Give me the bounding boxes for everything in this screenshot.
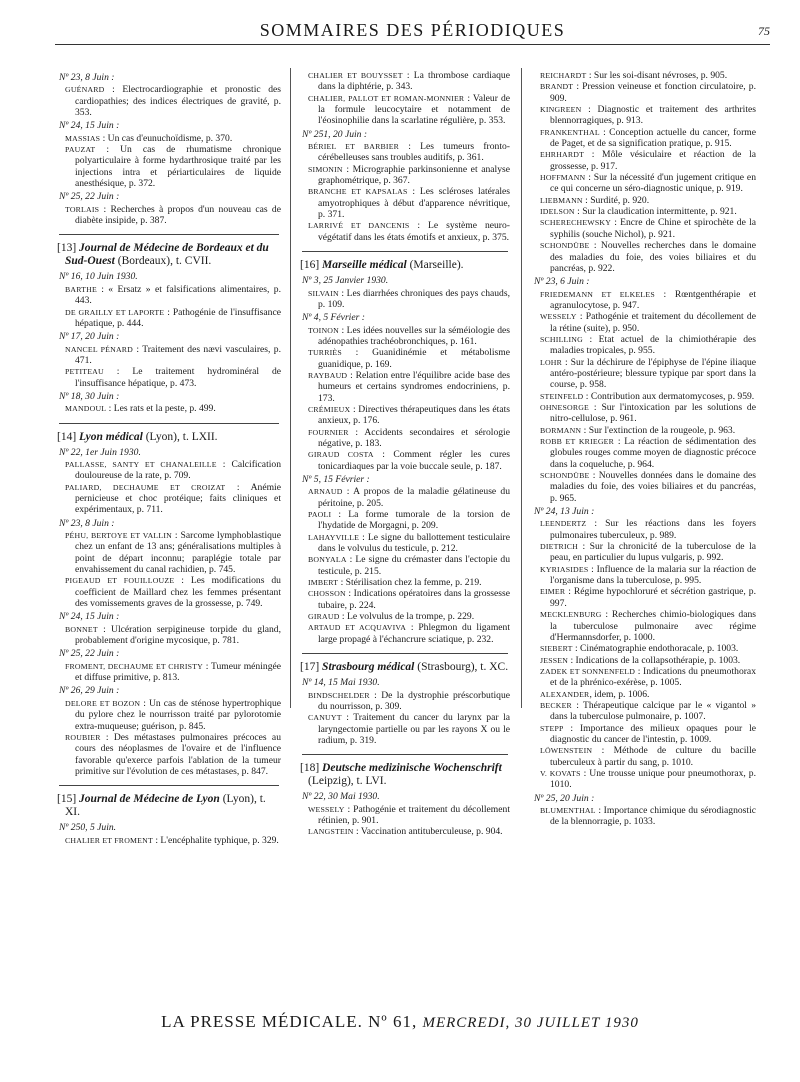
column-1 <box>57 70 281 846</box>
header-rule <box>55 44 770 45</box>
article-entry <box>532 217 756 240</box>
article-title: : Des métastases pulmonaires précoces au cours des néoplasmes de l'ovaire et de l'influence favorable qu'exerce parfois l'ablation de la tumeur primitive sur l'évolution de ces métastases, p. 847. <box>75 731 281 777</box>
article-entry <box>532 289 756 312</box>
article-entry <box>300 141 510 164</box>
section-separator <box>59 785 279 786</box>
article-title: : La réaction de sédimentation des globules rouges comme moyen de diagnostic précoce dans la coqueluche, p. 964. <box>550 436 756 470</box>
article-title: : Vaccination antituberculeuse, p. 904. <box>353 826 503 838</box>
journal-name: Journal de Médecine de Bordeaux et du Sud-Ouest <box>65 242 269 268</box>
article-author: DELORE ET BOZON <box>65 698 141 708</box>
column-divider <box>290 68 291 708</box>
article-entry <box>532 564 756 587</box>
issue-heading: Nº 5, 15 Février : <box>302 474 370 485</box>
article-author: BONYALA <box>308 555 347 565</box>
article-author: PIGEAUD ET FOUILLOUZE <box>65 576 175 586</box>
issue-heading: Nº 24, 15 Juin : <box>59 120 120 132</box>
journal-name: Deutsche medizinische Wochenschrift <box>322 762 502 775</box>
article-author: EHRHARDT <box>540 150 585 160</box>
article-entry <box>57 403 281 414</box>
article-title: : Guanidinémie et métabolisme guanidique, p. 169. <box>318 347 510 370</box>
article-author: LIEBMANN <box>540 195 583 205</box>
issue-heading: Nº 14, 15 Mai 1930. <box>302 677 380 689</box>
article-entry <box>532 518 756 541</box>
article-author: GIRAUD <box>308 612 340 622</box>
article-title: : Valeur de la formule leucocytaire et notamment de l'éosinophilie dans la scarlatine régulière, p. 353. <box>318 92 510 127</box>
article-title: : Cinématographie endothoracale, p. 1003. <box>572 643 739 655</box>
article-entry <box>532 334 756 357</box>
article-title: : Conception actuelle du cancer, forme de Paget, et de sa signification pratique, p. 915. <box>550 126 756 150</box>
article-author: RAYBAUD <box>308 370 348 380</box>
issue-heading: Nº 25, 22 Juin : <box>59 648 120 660</box>
journal-number: [13] <box>57 242 80 255</box>
article-author: FRIEDEMANN ET ELKELES <box>540 289 655 299</box>
article-title: : Calcification douloureuse de la rate, p. 709. <box>75 458 281 482</box>
article-author: MECKLENBURG <box>540 610 602 620</box>
article-title: : Indications du pneumothorax et de la phrénico-exérèse, p. 1005. <box>550 665 756 689</box>
article-author: REICHARDT <box>540 71 587 80</box>
article-author: TORLAIS <box>65 204 100 214</box>
article-entry <box>300 509 510 532</box>
article-author: JESSEN <box>540 655 569 665</box>
article-title: : Electrocardiographie et pronostic des cardiopathies; des indices électriques de gravité, p. 353. <box>75 84 281 119</box>
article-author: BORMANN <box>540 425 582 435</box>
article-entry <box>57 661 281 684</box>
section-separator <box>302 251 508 252</box>
article-entry <box>532 805 756 828</box>
article-author: MASSIAS <box>65 133 101 143</box>
article-title: : Un cas d'eunuchoïdisme, p. 370. <box>100 132 233 144</box>
journal-heading <box>57 242 281 268</box>
journal-heading <box>57 793 281 819</box>
article-title: : Phlegmon du ligament large propagé à l'échancrure sciatique, p. 232. <box>318 622 510 645</box>
article-title: : Influence de la malaria sur la réaction de l'organisme dans la tuberculose, p. 995. <box>550 563 756 587</box>
article-title: : Sur les soi-disant névroses, p. 905. <box>586 70 728 81</box>
article-entry <box>300 826 510 837</box>
page-number: 75 <box>758 24 770 38</box>
article-title: : Importance chimique du sérodiagnostic de la blennorragie, p. 1033. <box>550 805 756 828</box>
page-title: SOMMAIRES DES PÉRIODIQUES <box>259 20 566 40</box>
journal-heading <box>57 431 281 444</box>
article-author: BÉRIEL ET BARBIER <box>308 142 400 152</box>
article-author: V. KOVATS <box>540 768 581 778</box>
article-entry <box>532 655 756 666</box>
article-author: CANUYT <box>308 713 342 723</box>
article-entry <box>532 240 756 274</box>
article-entry <box>532 689 756 700</box>
article-title: : Le volvulus de la trompe, p. 229. <box>339 611 475 623</box>
article-entry <box>300 186 510 220</box>
article-entry <box>300 325 510 348</box>
article-author: BRANCHE ET KAPSALAS <box>308 187 408 197</box>
article-entry <box>300 164 510 187</box>
issue-heading: Nº 17, 20 Juin : <box>59 331 120 343</box>
article-title: : Le système neuro-végétatif dans les états émotifs et anxieux, p. 375. <box>318 220 510 243</box>
article-author: ALEXANDER <box>540 689 590 699</box>
article-title: : Sur l'extinction de la rougeole, p. 963. <box>581 424 736 436</box>
article-entry <box>532 768 756 791</box>
article-entry <box>300 70 510 93</box>
article-author: KYRIASIDES <box>540 564 589 574</box>
article-entry <box>57 732 281 777</box>
article-author: BECKER <box>540 700 572 710</box>
article-title: : Traitement des nævi vasculaires, p. 471. <box>75 343 281 366</box>
article-entry <box>57 144 281 189</box>
issue-heading: Nº 4, 5 Février : <box>302 312 365 324</box>
article-author: IDELSON <box>540 207 575 217</box>
journal-name: Marseille médical <box>322 259 407 272</box>
journal-number: [18] <box>300 762 323 775</box>
article-entry <box>300 622 510 645</box>
article-title: : Un cas de rhumatisme chronique polyarticulaire à forme hydarthrosique traité par les injections intra et périarticulaires de liquide anesthésique, p. 372. <box>75 144 281 190</box>
article-entry <box>532 541 756 564</box>
article-entry <box>300 588 510 611</box>
article-entry <box>57 459 281 482</box>
article-entry <box>300 404 510 427</box>
journal-number: [17] <box>300 661 323 674</box>
article-title: : Pathogénie de l'insuffisance hépatique, p. 444. <box>75 306 281 329</box>
article-entry <box>300 427 510 450</box>
article-author: ROUBIER <box>65 732 101 742</box>
article-entry <box>532 81 756 104</box>
article-entry <box>532 723 756 746</box>
article-entry <box>300 804 510 827</box>
page-footer <box>0 1012 800 1032</box>
article-entry <box>532 149 756 172</box>
article-author: LAHAYVILLE <box>308 532 360 542</box>
article-author: KINGREEN <box>540 105 582 115</box>
issue-heading: Nº 24, 13 Juin : <box>534 506 595 518</box>
article-entry <box>57 575 281 609</box>
article-author: CHALIER, PALLOT ET ROMAN-MONNIER <box>308 93 465 103</box>
article-author: LÖWENSTEIN <box>540 746 593 756</box>
article-entry <box>57 482 281 516</box>
article-title: : Anémie pernicieuse et choc protéique; faits cliniques et expérimentaux, p. 711. <box>75 481 281 516</box>
article-entry <box>300 611 510 622</box>
footer-date: MERCREDI, 30 JUILLET 1930 <box>422 1015 639 1031</box>
article-author: BINDSCHELDER <box>308 690 370 700</box>
article-author: PÉHU, BERTOYE ET VALLIN <box>65 531 172 540</box>
article-entry <box>57 204 281 227</box>
journal-details: (Lyon), t. XI. <box>65 793 266 819</box>
article-title: : Stérilisation chez la femme, p. 219. <box>338 577 482 589</box>
article-author: CHALIER ET FROMENT <box>65 835 153 845</box>
article-title: : La forme tumorale de la torsion de l'hydatide de Morgagni, p. 209. <box>318 509 510 532</box>
article-title: : Sur les réactions dans les foyers pulmonaires tuberculeux, p. 989. <box>550 518 756 541</box>
article-title: : L'encéphalite typhique, p. 329. <box>152 834 279 846</box>
article-author: LOHR <box>540 357 563 367</box>
article-author: OHNESORGE <box>540 402 590 412</box>
article-author: ZADEK ET SONNENFELD <box>540 666 636 676</box>
issue-heading: Nº 250, 5 Juin. <box>59 822 117 834</box>
journal-details: (Marseille). <box>406 259 464 272</box>
article-entry <box>300 486 510 509</box>
article-title: : Thérapeutique calcique par le « vigantol » dans la tuberculose pulmonaire, p. 1007. <box>550 699 756 723</box>
article-title: : Pression veineuse et fonction circulatoire, p. 909. <box>550 81 756 104</box>
article-entry <box>532 391 756 402</box>
issue-heading: Nº 3, 25 Janvier 1930. <box>302 275 389 287</box>
article-title: : Méthode de culture du bacille tuberculeux à partir du sang, p. 1010. <box>550 745 756 768</box>
article-entry <box>300 347 510 370</box>
issue-heading: Nº 22, 1er Juin 1930. <box>59 446 141 458</box>
issue-heading: Nº 251, 20 Juin : <box>302 128 368 140</box>
section-separator <box>59 234 279 235</box>
article-author: GIRAUD COSTA <box>308 450 374 460</box>
section-separator <box>59 423 279 424</box>
article-title: : Recherches à propos d'un nouveau cas de diabète insipide, p. 387. <box>75 203 281 227</box>
article-entry <box>532 745 756 768</box>
journal-number: [16] <box>300 259 323 272</box>
article-title: : Micrographie parkinsonienne et analyse graphométrique, p. 367. <box>318 163 510 187</box>
issue-heading: Nº 16, 10 Juin 1930. <box>59 271 138 283</box>
article-entry <box>57 835 281 846</box>
article-author: CHALIER ET BOUYSSET <box>308 71 403 80</box>
article-entry <box>57 344 281 367</box>
article-author: FOURNIER <box>308 427 349 437</box>
article-author: GUÉNARD <box>65 85 105 95</box>
column-divider <box>521 68 522 708</box>
article-entry <box>300 93 510 127</box>
article-author: PAUZAT <box>65 145 96 155</box>
article-author: PALLASSE, SANTY ET CHANALEILLE <box>65 459 217 469</box>
article-title: : Nouvelles recherches dans le domaine des maladies du foie, des voies biliaires et du pancréas, p. 922. <box>550 240 756 274</box>
article-author: TURRIÈS <box>308 348 342 358</box>
article-author: CHOSSON <box>308 589 346 599</box>
article-title: : Les rats et la peste, p. 499. <box>106 403 216 415</box>
article-author: SILVAIN <box>308 288 339 298</box>
article-entry <box>300 690 510 713</box>
journal-details: (Lyon), t. LXII. <box>142 430 218 443</box>
issue-heading: Nº 23, 8 Juin : <box>59 517 115 529</box>
article-author: BLUMENTHAL <box>540 806 596 815</box>
article-author: DE GRAILLY ET LAPORTE <box>65 307 165 317</box>
article-title: : Un cas de sténose hypertrophique du pylore chez le nourrisson traité par pylorotomie extra-muqueuse; guérison, p. 845. <box>75 697 281 732</box>
article-title: : Sur la chronicité de la tuberculose de la peau, en particulier du lupus vulgaris, p. 992. <box>550 541 756 564</box>
article-entry <box>300 532 510 555</box>
article-author: SIMONIN <box>308 164 343 174</box>
article-title: : Les diarrhées chroniques des pays chauds, p. 109. <box>318 287 510 310</box>
article-author: WESSELY <box>540 312 577 322</box>
article-entry <box>532 206 756 217</box>
article-author: FRANKENTHAL <box>540 127 600 137</box>
article-title: : Diagnostic et traitement des arthrites blennorragiques, p. 913. <box>550 104 756 127</box>
article-title: : Une trousse unique pour pneumothorax, p. 1010. <box>550 767 757 791</box>
article-title: : Recherches chimio-biologiques dans la tuberculose pulmonaire avec régime d'Hermannsdorfer, p. 1000. <box>550 609 756 643</box>
article-author: PALIARD, DECHAUME ET CROIZAT <box>65 482 226 492</box>
footer-journal: LA PRESSE MÉDICALE. Nº 61, <box>161 1012 418 1031</box>
article-author: NANCEL PÉNARD <box>65 344 134 354</box>
article-title: : Le signe du crémaster dans l'ectopie du testicule, p. 215. <box>318 554 510 577</box>
article-title: : Régime hypochloruré et sécrétion gastrique, p. 997. <box>550 586 756 609</box>
issue-heading: Nº 18, 30 Juin : <box>59 390 120 402</box>
article-author: SIEBERT <box>540 644 573 654</box>
article-entry <box>300 577 510 588</box>
article-title: , idem, p. 1006. <box>589 688 650 700</box>
article-entry <box>57 284 281 307</box>
article-author: LANGSTEIN <box>308 827 354 837</box>
article-author: IMBERT <box>308 578 339 588</box>
article-entry <box>532 666 756 689</box>
article-title: : Môle vésiculaire et réaction de la grossesse, p. 917. <box>550 149 756 172</box>
article-author: EIMER <box>540 587 566 597</box>
journal-details: (Leipzig), t. LVI. <box>308 775 387 788</box>
article-title: : Ulcération serpigineuse torpide du gland, probablement d'origine mycosique, p. 781. <box>75 623 281 647</box>
issue-heading: Nº 26, 29 Juin : <box>59 685 120 697</box>
article-author: WESSELY <box>308 804 345 814</box>
article-author: ROBB ET KRIEGER <box>540 437 615 446</box>
section-separator <box>302 754 508 755</box>
article-author: TOINON <box>308 325 339 335</box>
article-entry <box>532 127 756 150</box>
article-author: DIETRICH <box>540 542 578 552</box>
article-author: FROMENT, DECHAUME ET CHRISTY <box>65 661 203 671</box>
article-author: SCHERECHEWSKY <box>540 218 612 228</box>
article-entry <box>532 643 756 654</box>
article-author: BARTHE <box>65 284 97 294</box>
article-entry <box>57 366 281 389</box>
article-entry <box>300 220 510 243</box>
issue-heading: Nº 22, 30 Mai 1930. <box>302 791 380 803</box>
article-entry <box>57 624 281 647</box>
article-author: STEPP <box>540 723 564 733</box>
article-entry <box>532 195 756 206</box>
article-title: : Relation entre l'équilibre acide base des humeurs et certains syndromes endocriniens, p. 173. <box>318 369 510 404</box>
article-author: LARRIVÉ ET DANCENIS <box>308 221 410 231</box>
article-entry <box>532 357 756 391</box>
article-title: : Comment régler les cures tonicardiaques par la voie buccale seule, p. 187. <box>318 449 511 472</box>
article-entry <box>532 425 756 436</box>
article-title: : Pathogénie et traitement du décollement de la rétine (suite), p. 950. <box>550 311 756 334</box>
article-entry <box>57 698 281 732</box>
article-author: ARTAUD ET ACQUAVIVA <box>308 623 407 633</box>
journal-heading <box>300 762 510 788</box>
article-title: : Indications de la collapsothérapie, p. 1003. <box>568 654 741 666</box>
article-title: : Encre de Chine et spirochète de la syphilis (souche Nichol), p. 921. <box>550 217 756 240</box>
journal-number: [14] <box>57 430 80 443</box>
article-author: BRANDT <box>540 82 574 92</box>
issue-heading: Nº 25, 22 Juin : <box>59 191 120 203</box>
article-title: : Le signe du ballottement testiculaire dans le volvulus du testicule, p. 212. <box>318 531 510 555</box>
article-author: ARNAUD <box>308 487 343 497</box>
article-author: HOFFMANN <box>540 173 586 183</box>
article-entry <box>532 609 756 643</box>
article-author: LEENDERTZ <box>540 519 587 529</box>
article-title: : Sur la déchirure de l'épiphyse de l'épine iliaque antéro-postérieure; blessure typique par sport dans la course, p. 958. <box>550 356 756 391</box>
article-title: : Importance des milieux opaques pour le diagnostic du cancer de l'intestin, p. 1009. <box>550 722 756 745</box>
article-author: STEINFELD <box>540 391 584 401</box>
article-entry <box>532 70 756 81</box>
article-title: : Les modifications du coefficient de Maillard chez les femmes présentant des vomissements graves de la grossesse, p. 749. <box>75 575 281 610</box>
article-title: : Sur la claudication intermittente, p. 921. <box>574 206 737 218</box>
article-title: : Accidents secondaires et sérologie négative, p. 183. <box>318 426 510 449</box>
article-title: : Indications opératoires dans la grossesse tubaire, p. 224. <box>318 588 510 611</box>
article-entry <box>300 449 510 472</box>
article-title: : Les scléroses latérales amyotrophiques à début d'apparence névritique, p. 371. <box>318 186 511 221</box>
article-author: MANDOUL <box>65 404 107 414</box>
article-author: BONNET <box>65 624 98 634</box>
journal-name: Strasbourg médical <box>322 661 415 674</box>
issue-heading: Nº 25, 20 Juin : <box>534 792 595 804</box>
article-entry <box>532 586 756 609</box>
journal-details: (Strasbourg), t. XC. <box>414 661 509 674</box>
article-entry <box>57 133 281 144</box>
article-title: : Sarcome lymphoblastique chez un enfant de 13 ans; généralisations multiples à point de départ inconnu; paraplégie totale par envahissement du canal rachidien, p. 745. <box>75 530 281 576</box>
section-separator <box>302 653 508 654</box>
article-title: : Contribution aux dermatomycoses, p. 959. <box>583 390 755 402</box>
article-entry <box>300 712 510 746</box>
issue-heading: Nº 24, 15 Juin : <box>59 611 120 623</box>
article-entry <box>57 530 281 575</box>
article-entry <box>532 470 756 504</box>
article-title: : Le traitement hydrominéral de l'insuffisance hépatique, p. 473. <box>75 366 281 389</box>
article-entry <box>57 307 281 330</box>
article-title: : Les idées nouvelles sur la séméiologie des adénopathies trachéobronchiques, p. 161. <box>318 324 510 347</box>
journal-name: Lyon médical <box>79 430 143 443</box>
article-author: SCHILLING <box>540 334 583 344</box>
article-author: CRÉMIEUX <box>308 404 351 414</box>
article-title: : Les tumeurs fronto-cérébelleuses sans troubles auditifs, p. 361. <box>318 141 510 164</box>
journal-number: [15] <box>57 793 80 806</box>
article-entry <box>300 554 510 577</box>
article-title: : Nouvelles données dans le domaine des maladies du foie, des voies biliaires et du pancréas, p. 965. <box>550 470 756 504</box>
article-entry <box>532 104 756 127</box>
article-entry <box>57 84 281 118</box>
article-title: : Sur l'intoxication par les solutions de nitro-cellulose, p. 961. <box>550 401 756 425</box>
article-entry <box>532 311 756 334</box>
column-2 <box>300 70 510 838</box>
article-entry <box>532 700 756 723</box>
article-entry <box>532 436 756 470</box>
article-entry <box>532 402 756 425</box>
article-title: : Pathogénie et traitement du décollement rétinien, p. 901. <box>318 803 510 826</box>
issue-heading: Nº 23, 6 Juin : <box>534 276 590 288</box>
article-title: : Traitement du cancer du larynx par la laryngectomie partielle ou par les rayons X ou le radium, p. 319. <box>318 712 510 746</box>
article-title: : « Ersatz » et falsifications alimentaires, p. 443. <box>75 283 281 307</box>
article-title: : Directives thérapeutiques dans les états anxieux, p. 176. <box>318 403 510 427</box>
page-header <box>55 20 770 42</box>
issue-heading: Nº 23, 8 Juin : <box>59 72 115 83</box>
article-title: : Rœntgenthérapie et agranulocytose, p. 947. <box>550 288 756 311</box>
article-title: : Surdité, p. 920. <box>582 194 650 206</box>
article-title: : Etat actuel de la chimiothérapie des maladies tropicales, p. 955. <box>550 333 756 357</box>
column-3 <box>532 70 756 828</box>
article-entry <box>300 288 510 311</box>
article-entry <box>532 172 756 195</box>
article-title: : Sur la nécessité d'un jugement critique en ce qui concerne un séro-diagnostic unique, p. 919. <box>550 172 756 195</box>
journal-heading <box>300 259 510 272</box>
article-title: : A propos de la maladie gélatineuse du péritoine, p. 205. <box>318 486 510 509</box>
article-author: PETITEAU <box>65 367 104 377</box>
article-author: SCHONDÜBE <box>540 471 590 481</box>
article-title: : La thrombose cardiaque dans la diphtérie, p. 343. <box>318 70 510 93</box>
article-entry <box>300 370 510 404</box>
article-author: SCHONDÜBE <box>540 241 590 251</box>
journal-heading <box>300 661 510 674</box>
journal-details: (Bordeaux), t. CVII. <box>114 255 212 268</box>
article-author: PAOLI <box>308 510 332 520</box>
article-title: : Tumeur méningée et diffuse primitive, p. 813. <box>75 660 282 684</box>
journal-name: Journal de Médecine de Lyon <box>79 793 220 806</box>
article-title: : De la dystrophie préscorbutique du nourrisson, p. 309. <box>318 689 510 712</box>
